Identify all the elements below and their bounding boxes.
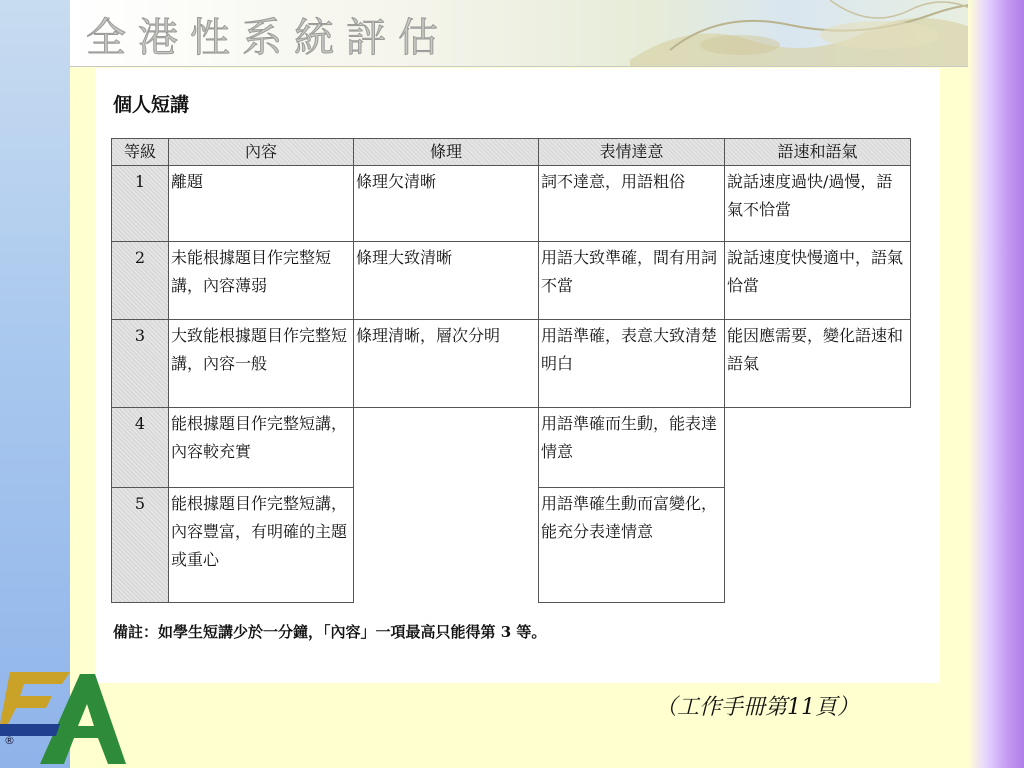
rubric-table <box>111 138 911 603</box>
pace-cell: 說話速度快慢適中，語氣恰當 <box>725 242 911 320</box>
registered-mark: ® <box>4 734 15 747</box>
header-structure: 條理 <box>354 139 539 166</box>
level-cell: 4 <box>112 408 169 488</box>
header-banner <box>70 0 968 67</box>
page-reference: （工作手冊第11頁） <box>655 695 859 720</box>
pace-cell: 能因應需要，變化語速和語氣 <box>725 320 911 408</box>
table-row <box>112 242 911 320</box>
expression-cell: 用語準確，表意大致清楚明白 <box>539 320 725 408</box>
header-content: 內容 <box>169 139 354 166</box>
table-row <box>112 320 911 408</box>
expression-cell: 用語準確而生動，能表達情意 <box>539 408 725 488</box>
header-level: 等級 <box>112 139 169 166</box>
empty-structure-cell <box>354 408 539 603</box>
structure-cell: 條理欠清晰 <box>354 166 539 242</box>
level-cell: 2 <box>112 242 169 320</box>
content-cell: 未能根據題目作完整短講，內容薄弱 <box>169 242 354 320</box>
table-row <box>112 166 911 242</box>
level-cell: 3 <box>112 320 169 408</box>
pace-cell: 說話速度過快/過慢，語氣不恰當 <box>725 166 911 242</box>
structure-cell: 條理大致清晰 <box>354 242 539 320</box>
document-panel <box>95 68 940 683</box>
expression-cell: 詞不達意，用語粗俗 <box>539 166 725 242</box>
right-gradient-strip <box>968 0 1024 768</box>
expression-cell: 用語準確生動而富變化，能充分表達情意 <box>539 488 725 603</box>
level-cell: 1 <box>112 166 169 242</box>
table-header-row <box>112 139 911 166</box>
content-cell: 離題 <box>169 166 354 242</box>
content-cell: 能根據題目作完整短講，內容豐富，有明確的主題或重心 <box>169 488 354 603</box>
expression-cell: 用語大致準確，間有用詞不當 <box>539 242 725 320</box>
content-cell: 能根據題目作完整短講，內容較充實 <box>169 408 354 488</box>
table-row <box>112 408 911 488</box>
footnote: 備註：如學生短講少於一分鐘，「內容」一項最高只能得第 3 等。 <box>113 623 547 641</box>
banner-title: 全港性系統評估 <box>86 15 450 61</box>
empty-pace-cell <box>725 408 911 603</box>
level-cell: 5 <box>112 488 169 603</box>
left-gradient-strip <box>0 0 70 768</box>
hksa-logo-icon <box>0 664 130 768</box>
content-cell: 大致能根據題目作完整短講，內容一般 <box>169 320 354 408</box>
header-pace: 語速和語氣 <box>725 139 911 166</box>
document-title: 個人短講 <box>113 94 190 116</box>
map-decoration-icon <box>630 0 968 67</box>
structure-cell: 條理清晰，層次分明 <box>354 320 539 408</box>
header-expression: 表情達意 <box>539 139 725 166</box>
